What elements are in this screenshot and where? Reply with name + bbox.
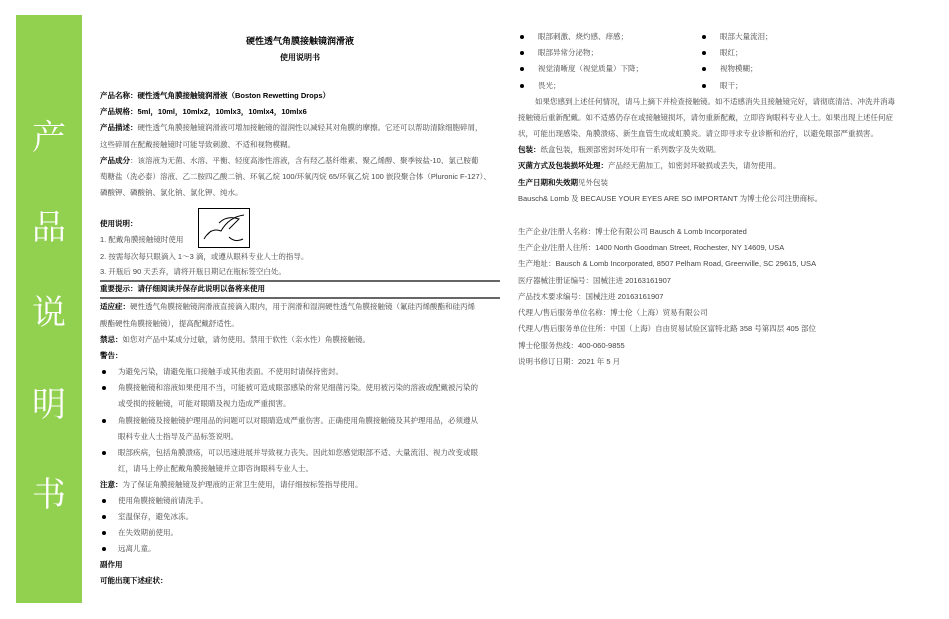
advice-text: 接触镜后重新配戴。如不适感仍存在或接触镜损坏，请勿重新配戴，立即咨询眼科专业人士。如果出现上述任何症 xyxy=(518,113,893,122)
note-item: 远离儿童。 xyxy=(118,544,156,553)
revision-date: 说明书修订日期：2021 年 5 月 xyxy=(518,357,621,366)
side-effects-heading: 副作用 xyxy=(100,560,123,569)
sidebar-char: 书 xyxy=(32,475,66,515)
indication: 适应症：硬性透气角膜接触镜润滑液直接滴入眼内，用于润滑和湿润硬性透气角膜接触镜（氟硅丙烯酸酯和硅丙烯 xyxy=(100,302,475,311)
document-subtitle: 使用说明书 xyxy=(280,53,320,62)
note-item: 使用角膜接触镜前请洗手。 xyxy=(118,496,208,505)
bullet-icon xyxy=(702,84,706,88)
info-line: 医疗器械注册证编号：国械注进 20163161907 xyxy=(518,276,671,285)
note-item: 在失效期前使用。 xyxy=(118,528,178,537)
symptom-item: 眼部异常分泌物； xyxy=(538,48,598,57)
trademark-note: Bausch& Lomb 及 BECAUSE YOUR EYES ARE SO IMPORTANT 为博士伦公司注册商标。 xyxy=(518,194,823,203)
product-desc-cont: 这些碎屑在配戴接触镜时可能导致刺激、不适和视物模糊。 xyxy=(100,140,295,149)
warning-item: 为避免污染，请避免瓶口接触手或其他表面。不使用时请保持密封。 xyxy=(118,367,343,376)
product-name: 产品名称：硬性透气角膜接触镜润滑液（Boston Rewetting Drops） xyxy=(100,91,330,100)
bullet-icon xyxy=(102,386,106,390)
bullet-icon xyxy=(520,84,524,88)
bullet-icon xyxy=(102,547,106,551)
warning-item-cont: 眼科专业人士指导及产品标签说明。 xyxy=(118,432,238,441)
symptom-item: 视物模糊； xyxy=(720,64,758,73)
bullet-icon xyxy=(102,419,106,423)
bullet-icon xyxy=(702,35,706,39)
usage-item: 1. 配戴角膜接触镜时使用 xyxy=(100,235,184,244)
product-ingredients: 产品成分：该溶液为无菌、水溶、平衡、轻度高渗性溶液，含有羟乙基纤维素、聚乙烯醇、聚季铵盐-10、氯己胺葡 xyxy=(100,156,479,165)
bullet-icon xyxy=(702,51,706,55)
possible-symptoms-heading: 可能出现下述症状： xyxy=(100,576,168,585)
eye-drop-illustration-icon xyxy=(198,208,250,248)
warning-item: 眼部疾病，包括角膜溃疡，可以迅速进展并导致视力丧失。因此如您感觉眼部不适、大量流泪、视力改变或眼 xyxy=(118,448,478,457)
bullet-icon xyxy=(102,515,106,519)
indication-cont: 酸酯硬性角膜接触镜），提高配戴舒适性。 xyxy=(100,319,239,328)
symptom-item: 视觉清晰度（视觉质量）下降； xyxy=(538,64,643,73)
document-title: 硬性透气角膜接触镜润滑液 xyxy=(245,36,354,46)
symptom-item: 眼干； xyxy=(720,81,743,90)
sidebar-char: 明 xyxy=(32,385,66,425)
symptom-item: 眼部大量流泪； xyxy=(720,32,773,41)
bullet-icon xyxy=(102,451,106,455)
service-hotline: 博士伦服务热线：400-060-9855 xyxy=(518,341,625,350)
info-line: 产品技术要求编号：国械注进 20163161907 xyxy=(518,292,664,301)
divider xyxy=(100,297,500,299)
packaging: 包装：纸盒包装，瓶颈部密封环处印有一系列数字及失效期。 xyxy=(518,145,721,154)
warning-item: 角膜接触镜和溶液如果使用不当，可能被可造成眼部感染的常见细菌污染。使用被污染的溶液或配戴被污染的 xyxy=(118,383,478,392)
info-line: 代理人/售后服务单位住所：中国（上海）自由贸易试验区富特北路 358 号第四层 405 部位 xyxy=(518,324,816,333)
taboo: 禁忌：如您对产品中某成分过敏，请勿使用。禁用于软性（亲水性）角膜接触镜。 xyxy=(100,335,370,344)
product-ingredients-cont: 萄糖盐（洗必泰）溶液、乙二胺四乙酸二钠、环氧乙烷 100/环氧丙烷 65/环氧乙烷 100 嵌段聚合体（Pluronic F-127）、 xyxy=(100,172,491,181)
warning-item-cont: 红，请马上停止配戴角膜接触镜并立即咨询眼科专业人士。 xyxy=(118,464,313,473)
sterilization: 灭菌方式及包装损坏处理：产品经无菌加工，如密封环破损或丢失，请勿使用。 xyxy=(518,161,781,170)
info-line: 生产企业/注册人名称：博士伦有限公司 Bausch & Lomb Incorporated xyxy=(518,227,747,236)
symptom-item: 眼部刺激、烧灼感、痒感； xyxy=(538,32,628,41)
divider xyxy=(100,280,500,282)
bullet-icon xyxy=(102,499,106,503)
advice-text: 如果您感到上述任何情况，请马上摘下并检查接触镜。如不适感消失且接触镜完好，请彻底清洁、冲洗并消毒 xyxy=(535,97,895,106)
bullet-icon xyxy=(102,531,106,535)
warning-item: 角膜接触镜及接触镜护理用品的问题可以对眼睛造成严重伤害。正确使用角膜接触镜及其护理用品，必须遵从 xyxy=(118,416,478,425)
bullet-icon xyxy=(520,51,524,55)
sidebar-banner xyxy=(16,15,82,603)
symptom-item: 畏光； xyxy=(538,81,561,90)
sidebar-char: 说 xyxy=(32,293,66,333)
info-line: 生产地址：Bausch & Lomb Incorporated, 8507 Pelham Road, Greenville, SC 29615, USA xyxy=(518,259,817,268)
warning-heading: 警告： xyxy=(100,351,123,360)
info-line: 生产企业/注册人住所：1400 North Goodman Street, Rochester, NY 14609, USA xyxy=(518,243,785,252)
bullet-icon xyxy=(520,67,524,71)
bullet-icon xyxy=(702,67,706,71)
info-line: 代理人/售后服务单位名称：博士伦（上海）贸易有限公司 xyxy=(518,308,708,317)
important-notice: 重要提示：请仔细阅读并保存此说明以备将来使用 xyxy=(100,284,265,293)
note-item: 室温保存，避免冰冻。 xyxy=(118,512,193,521)
note: 注意：为了保证角膜接触镜及护理液的正常卫生使用，请仔细按标签指导使用。 xyxy=(100,480,363,489)
advice-text: 状，可能出现感染、角膜溃疡、新生血管生成或虹膜炎。请立即寻求专业诊断和治疗，以避免眼部严重损害。 xyxy=(518,129,878,138)
usage-heading: 使用说明： xyxy=(100,219,138,228)
bullet-icon xyxy=(520,35,524,39)
sidebar-char: 产 xyxy=(32,118,66,158)
warning-item-cont: 或受损的接触镜，可能对眼睛及视力造成严重损害。 xyxy=(118,399,291,408)
bullet-icon xyxy=(102,370,106,374)
product-desc: 产品描述：硬性透气角膜接触镜润滑液可增加接触镜的湿润性以减轻其对角膜的摩擦。它还可以帮助清除细胞碎屑， xyxy=(100,123,483,132)
symptom-item: 眼红； xyxy=(720,48,743,57)
sidebar-char: 品 xyxy=(32,208,66,248)
product-ingredients-cont: 磷酸钾、磷酸钠、氯化钠、氯化钾、纯水。 xyxy=(100,188,243,197)
usage-item: 3. 开瓶后 90 天丢弃，请将开瓶日期记在瓶标签空白处。 xyxy=(100,267,286,276)
usage-item: 2. 按需每次每只眼滴入 1～3 滴，或遵从眼科专业人士的指导。 xyxy=(100,252,309,261)
product-spec: 产品规格：5ml，10ml，10mlx2，10mlx3，10mlx4，10mlx6 xyxy=(100,107,307,116)
production-date: 生产日期和失效期见外包装 xyxy=(518,178,608,187)
